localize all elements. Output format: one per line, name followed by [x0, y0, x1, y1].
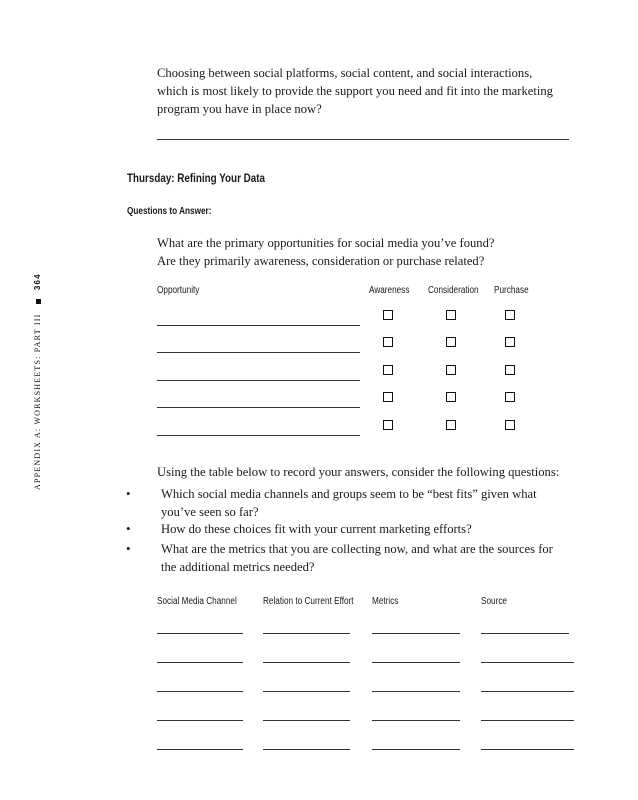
metrics-line[interactable] — [372, 633, 460, 634]
header-awareness: Awareness — [369, 285, 410, 296]
bullet-line: the additional metrics needed? — [161, 560, 315, 574]
opportunity-line[interactable] — [157, 325, 360, 326]
header-opportunity: Opportunity — [157, 285, 200, 296]
metrics-line[interactable] — [372, 749, 460, 750]
intro-line: program you have in place now? — [157, 102, 322, 116]
opportunity-line[interactable] — [157, 435, 360, 436]
consideration-checkbox[interactable] — [446, 420, 456, 430]
bullet-line: you’ve seen so far? — [161, 505, 259, 519]
awareness-checkbox[interactable] — [383, 392, 393, 402]
awareness-checkbox[interactable] — [383, 310, 393, 320]
consideration-checkbox[interactable] — [446, 365, 456, 375]
bullet-item — [161, 520, 472, 538]
header-metrics: Metrics — [372, 596, 399, 607]
bullet-line: Which social media channels and groups seem to be “best fits” given what — [161, 487, 537, 501]
opportunity-line[interactable] — [157, 407, 360, 408]
opportunity-line[interactable] — [157, 380, 360, 381]
header-social-media-channel: Social Media Channel — [157, 596, 237, 607]
intro-line: Choosing between social platforms, social content, and social interactions, — [157, 66, 533, 80]
source-line[interactable] — [481, 749, 574, 750]
page-number: 364 — [33, 273, 42, 291]
question-line: What are the primary opportunities for social media you’ve found? — [157, 236, 495, 250]
bullet-line: How do these choices fit with your current marketing efforts? — [161, 522, 472, 536]
bullet-item — [161, 540, 553, 576]
section-title: Thursday: Refining Your Data — [127, 171, 265, 185]
bullet-icon: • — [126, 521, 131, 536]
relation-line[interactable] — [263, 633, 350, 634]
header-purchase: Purchase — [494, 285, 529, 296]
bullet-icon: • — [126, 486, 131, 501]
opportunity-line[interactable] — [157, 352, 360, 353]
channel-line[interactable] — [157, 691, 243, 692]
purchase-checkbox[interactable] — [505, 310, 515, 320]
intro-line: which is most likely to provide the support you need and fit into the marketing — [157, 84, 553, 98]
questions — [157, 234, 494, 270]
side-margin — [33, 273, 42, 490]
consideration-checkbox[interactable] — [446, 337, 456, 347]
source-line[interactable] — [481, 633, 569, 634]
relation-line[interactable] — [263, 691, 350, 692]
consideration-checkbox[interactable] — [446, 392, 456, 402]
source-line[interactable] — [481, 662, 574, 663]
purchase-checkbox[interactable] — [505, 420, 515, 430]
header-relation-to-current-effort: Relation to Current Effort — [263, 596, 354, 607]
consideration-checkbox[interactable] — [446, 310, 456, 320]
awareness-checkbox[interactable] — [383, 365, 393, 375]
relation-line[interactable] — [263, 749, 350, 750]
square-bullet-icon — [36, 299, 41, 304]
metrics-line[interactable] — [372, 662, 460, 663]
source-line[interactable] — [481, 691, 574, 692]
purchase-checkbox[interactable] — [505, 392, 515, 402]
bullet-item — [161, 485, 537, 521]
awareness-checkbox[interactable] — [383, 420, 393, 430]
bullet-icon: • — [126, 541, 131, 556]
purchase-checkbox[interactable] — [505, 365, 515, 375]
answer-line[interactable] — [157, 139, 569, 140]
table-intro: Using the table below to record your answers, consider the following questions: — [157, 465, 560, 479]
channel-line[interactable] — [157, 662, 243, 663]
purchase-checkbox[interactable] — [505, 337, 515, 347]
channel-line[interactable] — [157, 720, 243, 721]
bullet-line: What are the metrics that you are collecting now, and what are the sources for — [161, 542, 553, 556]
awareness-checkbox[interactable] — [383, 337, 393, 347]
metrics-line[interactable] — [372, 691, 460, 692]
relation-line[interactable] — [263, 662, 350, 663]
header-consideration: Consideration — [428, 285, 479, 296]
channel-line[interactable] — [157, 633, 243, 634]
channel-line[interactable] — [157, 749, 243, 750]
questions-label: Questions to Answer: — [127, 206, 212, 217]
intro-paragraph — [157, 64, 553, 118]
relation-line[interactable] — [263, 720, 350, 721]
metrics-line[interactable] — [372, 720, 460, 721]
source-line[interactable] — [481, 720, 574, 721]
running-head: APPENDIX A: WORKSHEETS: PART III — [33, 313, 42, 490]
question-line: Are they primarily awareness, consideration or purchase related? — [157, 254, 485, 268]
header-source: Source — [481, 596, 507, 607]
